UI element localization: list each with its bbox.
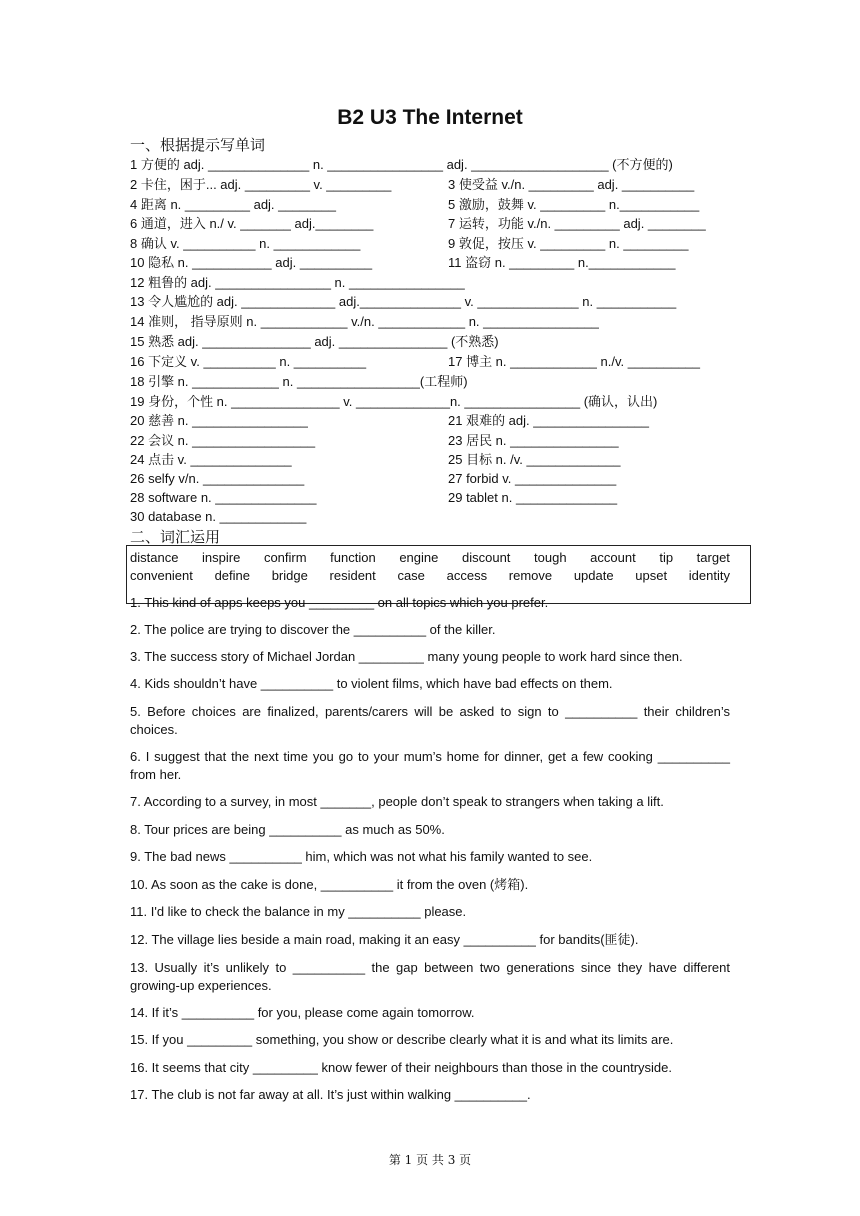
vocab-item-left: 15 熟悉 adj. _______________ adj. _______________ (不熟悉) — [130, 334, 499, 349]
vocab-item — [130, 253, 676, 272]
vocab-item-right: 27 forbid v. ______________ — [448, 471, 617, 486]
word-bank-word: tip — [659, 550, 674, 565]
vocab-item-left: 12 粗鲁的 adj. ________________ n. ________________ — [130, 275, 465, 290]
word-bank-word: bridge — [271, 568, 308, 583]
vocab-item — [130, 292, 676, 311]
vocab-item-right: 11 盗窃 n. _________ n.____________ — [448, 255, 676, 270]
question-item: 8. Tour prices are being __________ as much as 50%. — [130, 822, 445, 837]
vocab-item-left: 10 隐私 n. ___________ adj. __________ — [130, 255, 373, 270]
word-bank-word: update — [573, 568, 614, 583]
vocab-item-left: 18 引擎 n. ____________ n. _________________(工程师) — [130, 374, 468, 389]
word-bank-word: confirm — [263, 550, 307, 565]
question-item: 1. This kind of apps keeps you _________ on all topics which you prefer. — [130, 595, 549, 610]
word-bank-word: target — [696, 550, 730, 565]
vocab-item-left: 14 准则， 指导原则 n. ____________ v./n. ____________ n. ________________ — [130, 314, 599, 329]
question-item: 15. If you _________ something, you show or describe clearly what it is and what its limits are. — [130, 1032, 674, 1047]
vocab-item-right: 29 tablet n. ______________ — [448, 490, 618, 505]
vocab-item-left: 30 database n. ____________ — [130, 509, 307, 524]
question-item: 7. According to a survey, in most _______, people don’t speak to strangers when taking a lift. — [130, 794, 664, 809]
question-item: 14. If it’s __________ for you, please come again tomorrow. — [130, 1005, 475, 1020]
vocab-item-left: 19 身份，个性 n. _______________ v. _____________n. ________________ (确认，认出) — [130, 394, 658, 409]
word-bank-word: define — [214, 568, 250, 583]
vocab-item — [130, 469, 617, 488]
word-bank-word: identity — [688, 568, 730, 583]
vocab-item — [130, 372, 468, 391]
vocab-item — [130, 507, 306, 526]
word-bank-word: distance — [130, 550, 179, 565]
vocab-item-left: 24 点击 v. ______________ — [130, 452, 292, 467]
word-bank-row — [130, 549, 730, 567]
vocab-item-right: 9 敦促，按压 v. _________ n. _________ — [448, 236, 689, 251]
vocab-item-left: 8 确认 v. __________ n. ____________ — [130, 236, 361, 251]
vocab-item — [130, 332, 499, 351]
vocab-item-left: 20 慈善 n. ________________ — [130, 413, 308, 428]
question-item: 16. It seems that city _________ know fewer of their neighbours than those in the countryside. — [130, 1060, 672, 1075]
question-item: 6. I suggest that the next time you go to your mum’s home for dinner, get a few cooking __________ from her. — [130, 749, 730, 782]
section-heading-usage: 二、词汇运用 — [130, 528, 221, 546]
vocab-item-right: 7 运转，功能 v./n. _________ adj. ________ — [448, 216, 706, 231]
vocab-item-left: 22 会议 n. _________________ — [130, 433, 316, 448]
word-bank-word: convenient — [130, 568, 193, 583]
question-item: 13. Usually it’s unlikely to __________ the gap between two generations since they have different growing-up experiences. — [130, 960, 730, 993]
vocab-item-left: 4 距离 n. _________ adj. ________ — [130, 197, 337, 212]
vocab-item — [130, 450, 621, 469]
word-bank-word: discount — [461, 550, 511, 565]
question-item: 5. Before choices are finalized, parents/carers will be asked to sign to __________ their children’s choices. — [130, 704, 730, 737]
vocab-item-left: 26 selfy v/n. ______________ — [130, 471, 305, 486]
question-item: 11. I'd like to check the balance in my __________ please. — [130, 904, 467, 919]
word-bank-word: function — [330, 550, 376, 565]
word-bank-word: resident — [329, 568, 376, 583]
vocab-item-left: 6 通道，进入 n./ v. _______ adj.________ — [130, 216, 374, 231]
vocab-item — [130, 195, 700, 214]
word-bank-row — [130, 567, 730, 585]
question-item: 3. The success story of Michael Jordan _________ many young people to work hard since then. — [130, 649, 683, 664]
vocab-item — [130, 234, 689, 253]
section-heading-vocab: 一、根据提示写单词 — [130, 136, 266, 154]
vocab-item-right: 21 艰难的 adj. ________________ — [448, 413, 649, 428]
vocab-item — [130, 155, 673, 174]
page-footer: 第 1 页 共 3 页 — [388, 1153, 472, 1167]
vocab-item-right: 5 激励，鼓舞 v. _________ n.___________ — [448, 197, 700, 212]
vocab-item — [130, 273, 465, 292]
vocab-item-left: 13 令人尴尬的 adj. _____________ adj.______________ v. ______________ n. ___________ — [130, 294, 677, 309]
vocab-item — [130, 411, 649, 430]
vocab-item-right: 23 居民 n. _______________ — [448, 433, 619, 448]
word-bank-word: remove — [508, 568, 553, 583]
vocab-item — [130, 312, 599, 331]
question-item: 12. The village lies beside a main road, making it an easy __________ for bandits(匪徒). — [130, 932, 639, 947]
vocab-item-right: 17 博主 n. ____________ n./v. __________ — [448, 354, 701, 369]
word-bank-word: inspire — [202, 550, 241, 565]
vocab-item-right: 3 使受益 v./n. _________ adj. __________ — [448, 177, 695, 192]
word-bank-word: case — [397, 568, 425, 583]
question-item: 10. As soon as the cake is done, __________ it from the oven (烤箱). — [130, 877, 529, 892]
word-bank-word: tough — [534, 550, 567, 565]
vocab-item — [130, 488, 618, 507]
vocab-item-right: 25 目标 n. /v. _____________ — [448, 452, 621, 467]
word-bank-word: upset — [635, 568, 668, 583]
vocab-item — [130, 214, 706, 233]
vocab-item-left: 16 下定义 v. __________ n. __________ — [130, 354, 367, 369]
question-item: 9. The bad news __________ him, which was not what his family wanted to see. — [130, 849, 593, 864]
word-bank-word: access — [446, 568, 488, 583]
document-title: B2 U3 The Internet — [337, 106, 523, 129]
question-item: 4. Kids shouldn’t have __________ to violent films, which have bad effects on them. — [130, 676, 613, 691]
question-item: 17. The club is not far away at all. It’s just within walking __________. — [130, 1087, 531, 1102]
word-bank-word: engine — [399, 550, 439, 565]
word-bank-word: account — [590, 550, 636, 565]
vocab-item — [130, 175, 695, 194]
vocab-item-left: 2 卡住，困于... adj. _________ v. _________ — [130, 177, 392, 192]
question-item: 2. The police are trying to discover the __________ of the killer. — [130, 622, 496, 637]
vocab-item-left: 28 software n. ______________ — [130, 490, 317, 505]
vocab-item — [130, 352, 701, 371]
vocab-item-left: 1 方便的 adj. ______________ n. ________________ adj. ___________________ (不方便的) — [130, 157, 673, 172]
vocab-item — [130, 431, 619, 450]
vocab-item — [130, 392, 657, 411]
